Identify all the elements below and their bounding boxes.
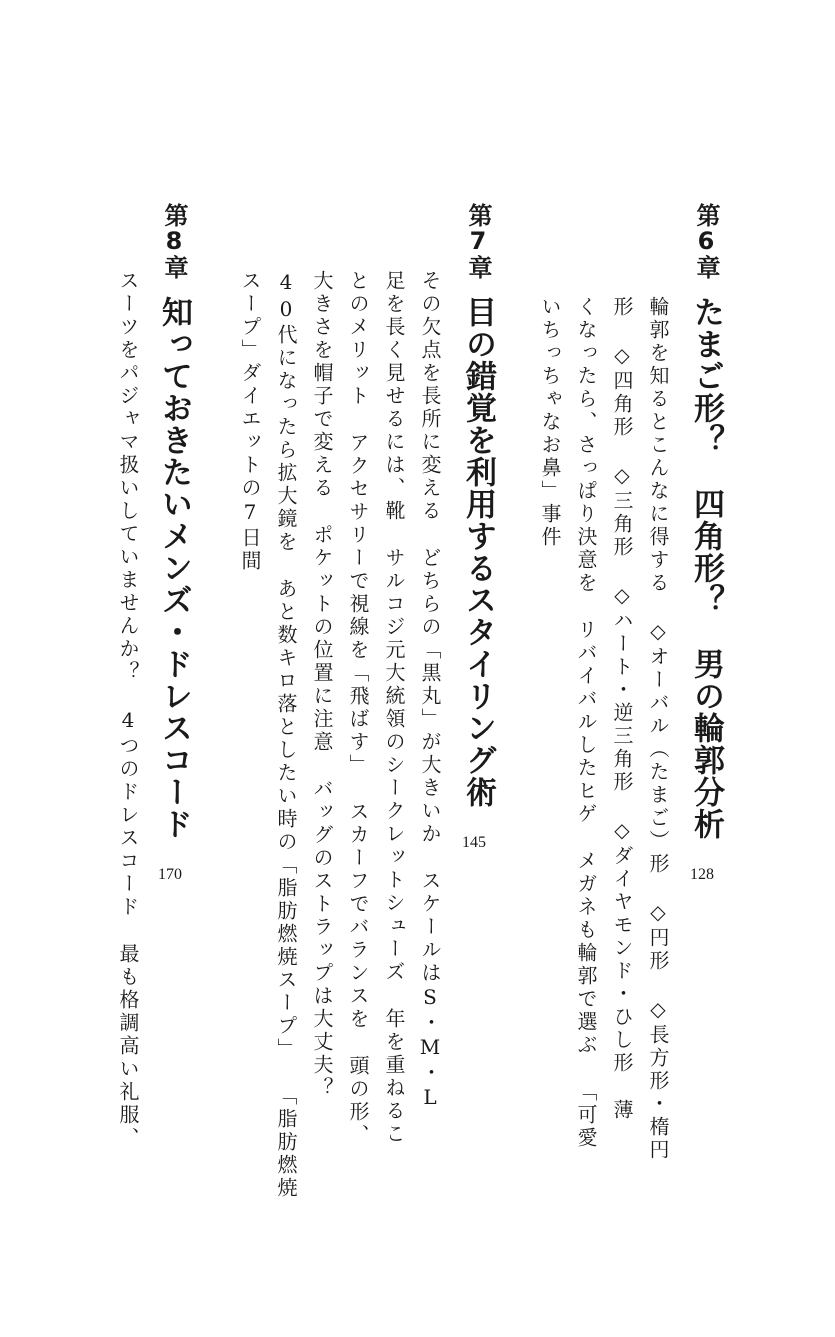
chapter-7-line-6: スープ」ダイエットの7日間 bbox=[238, 270, 262, 573]
chapter-7-label: 第7章 bbox=[464, 203, 492, 279]
chapter-7-title: 目の錯覚を利用するスタイリング術 bbox=[460, 296, 496, 808]
chapter-7-line-3: とのメリットアクセサリーで視線を「飛ばす」スカーフでバランスを頭の形、 bbox=[346, 270, 370, 1147]
chapter-8-line-1: スーツをパジャマ扱いしていませんか？4つのドレスコード最も格調高い礼服、 bbox=[116, 270, 140, 1150]
chapter-6-page-number: 128 bbox=[690, 866, 714, 883]
chapter-7-page-number: 145 bbox=[462, 834, 486, 851]
chapter-6-line-3: くなったら、さっぱり決意をリバイバルしたヒゲメガネも輪郭で選ぶ「可愛 bbox=[574, 296, 598, 1150]
chapter-8-title: 知っておきたいメンズ・ドレスコード bbox=[156, 296, 192, 840]
chapter-7-line-5: 40代になったら拡大鏡をあと数キロ落としたい時の「脂肪燃焼スープ」「脂肪燃焼 bbox=[274, 270, 298, 1200]
chapter-6-line-2: 形◇四角形◇三角形◇ハート・逆三角形◇ダイヤモンド・ひし形薄 bbox=[610, 296, 634, 1122]
chapter-6-label: 第6章 bbox=[692, 203, 720, 279]
chapter-6-title: たまご形？ 四角形？ 男の輪郭分析 bbox=[688, 296, 724, 840]
chapter-6-line-1: 輪郭を知るとこんなに得する◇オーバル（たまご）形◇円形◇長方形・楕円 bbox=[646, 296, 670, 1162]
chapter-8-label: 第8章 bbox=[160, 203, 188, 279]
chapter-8-page-number: 170 bbox=[158, 866, 182, 883]
chapter-6-line-4: いちっちゃなお鼻」事件 bbox=[538, 296, 562, 549]
chapter-7-line-1: その欠点を長所に変えるどちらの「黒丸」が大きいかスケールはS・M・L bbox=[418, 270, 442, 1112]
chapter-7-line-4: 大きさを帽子で変えるポケットの位置に注意バッグのストラップは大丈夫？ bbox=[310, 270, 334, 1100]
chapter-7-line-2: 足を長く見せるには、靴サルコジ元大統領のシークレットシューズ年を重ねるこ bbox=[382, 270, 406, 1146]
